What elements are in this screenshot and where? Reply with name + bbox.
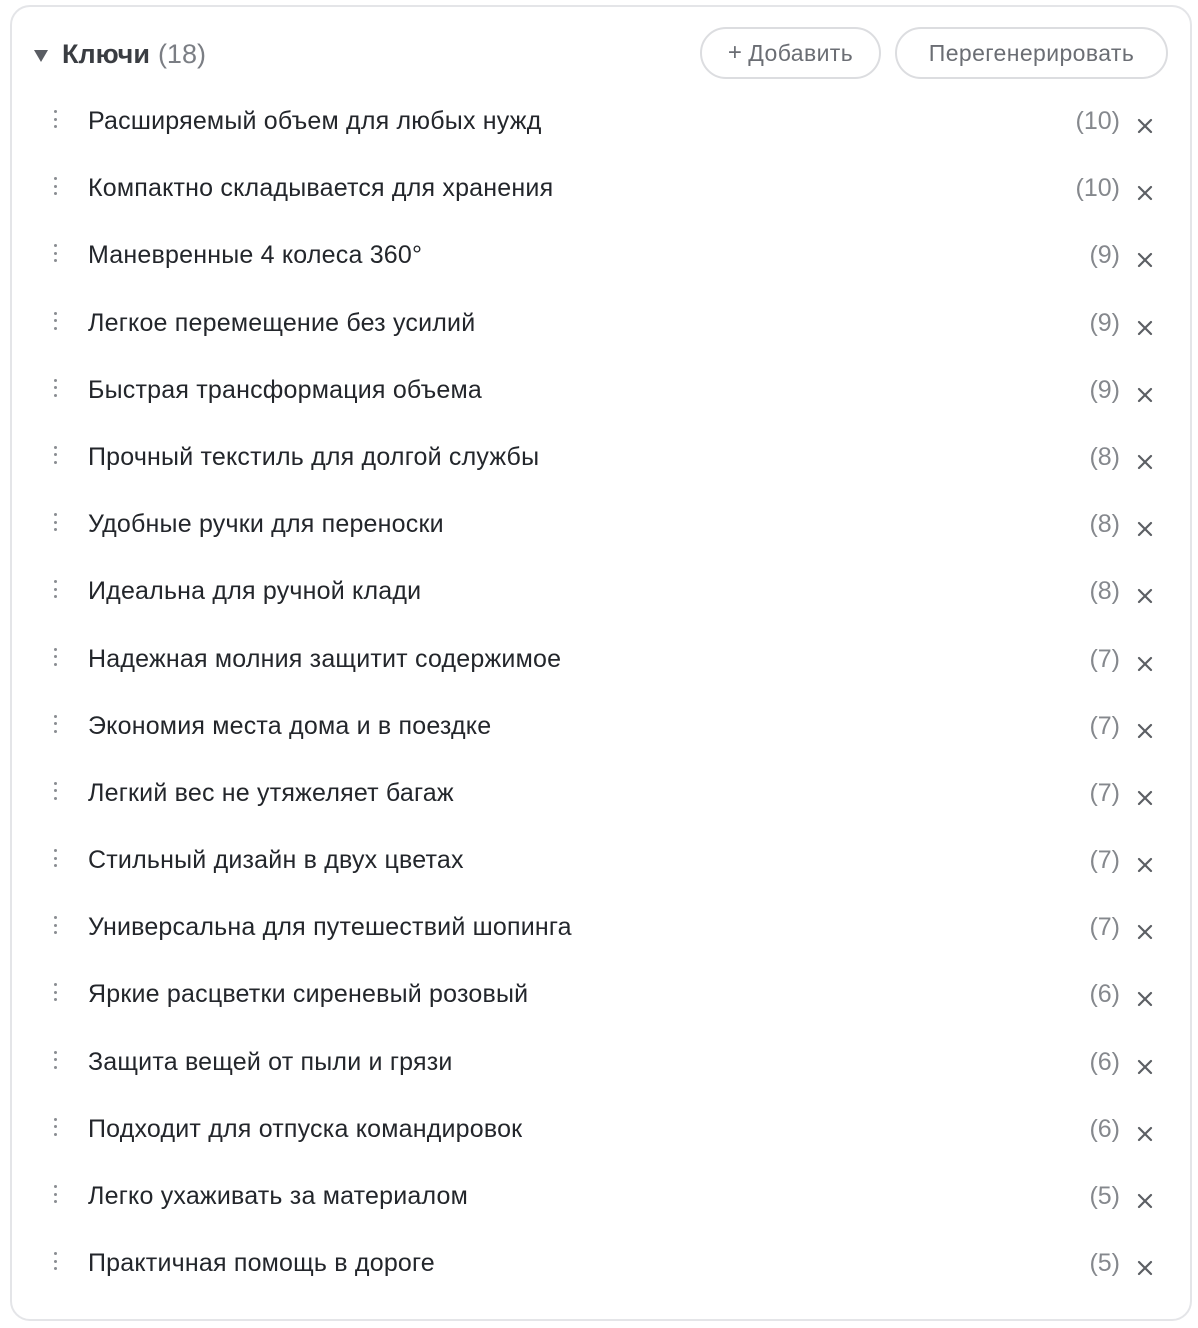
key-row <box>12 90 1190 157</box>
key-score: (6) <box>1089 980 1120 1009</box>
key-row <box>12 224 1190 291</box>
key-label: Легко ухаживать за материалом <box>88 1182 469 1210</box>
close-icon[interactable] <box>1134 518 1156 540</box>
regenerate-button[interactable] <box>895 27 1168 79</box>
close-icon[interactable] <box>1134 1056 1156 1078</box>
drag-handle-icon[interactable] <box>54 1185 58 1203</box>
key-row <box>12 292 1190 359</box>
key-row <box>12 359 1190 426</box>
key-score: (10) <box>1075 174 1120 203</box>
key-score: (7) <box>1089 778 1120 807</box>
drag-handle-icon[interactable] <box>54 715 58 733</box>
key-score: (5) <box>1089 1182 1120 1210</box>
close-icon[interactable] <box>1134 451 1156 473</box>
key-label: Компактно складывается для хранения <box>88 174 554 203</box>
key-label: Надежная молния защитит содержимое <box>88 644 562 673</box>
close-icon[interactable] <box>1134 921 1156 943</box>
key-row <box>12 762 1190 829</box>
key-label: Стильный дизайн в двух цветах <box>88 846 464 875</box>
key-row <box>12 1098 1190 1165</box>
drag-handle-icon[interactable] <box>54 782 58 800</box>
key-label: Маневренные 4 колеса 360° <box>88 241 423 270</box>
drag-handle-icon[interactable] <box>54 849 58 867</box>
close-icon[interactable] <box>1134 115 1156 137</box>
key-label: Экономия места дома и в поездке <box>88 711 492 740</box>
drag-handle-icon[interactable] <box>54 1051 58 1069</box>
key-score: (8) <box>1089 510 1120 539</box>
key-score: (7) <box>1089 846 1120 875</box>
key-row <box>12 628 1190 695</box>
close-icon[interactable] <box>1134 1123 1156 1145</box>
key-label: Защита вещей от пыли и грязи <box>88 1047 453 1076</box>
key-row <box>12 829 1190 896</box>
key-list <box>12 90 1190 1299</box>
drag-handle-icon[interactable] <box>54 648 58 666</box>
key-label: Расширяемый объем для любых нужд <box>88 107 542 135</box>
key-row <box>12 963 1190 1030</box>
section-count: (18) <box>157 39 206 69</box>
key-score: (5) <box>1089 1249 1120 1278</box>
drag-handle-icon[interactable] <box>54 580 58 598</box>
drag-handle-icon[interactable] <box>54 916 58 934</box>
close-icon[interactable] <box>1134 317 1156 339</box>
key-label: Яркие расцветки сиреневый розовый <box>88 980 529 1009</box>
regenerate-label: Перегенерировать <box>928 39 1135 66</box>
key-label: Идеальна для ручной клади <box>88 577 422 606</box>
close-icon[interactable] <box>1134 1257 1156 1279</box>
add-key-button[interactable] <box>700 27 881 79</box>
drag-handle-icon[interactable] <box>54 1118 58 1136</box>
key-row <box>12 1031 1190 1098</box>
key-row <box>12 560 1190 627</box>
key-row <box>12 1232 1190 1299</box>
keys-header <box>12 25 1190 81</box>
drag-handle-icon[interactable] <box>54 244 58 262</box>
drag-handle-icon[interactable] <box>54 312 58 330</box>
close-icon[interactable] <box>1134 988 1156 1010</box>
add-key-label: Добавить <box>748 39 854 66</box>
key-score: (8) <box>1089 442 1120 471</box>
close-icon[interactable] <box>1134 653 1156 675</box>
drag-handle-icon[interactable] <box>54 1252 58 1270</box>
key-score: (7) <box>1089 913 1120 942</box>
key-label: Подходит для отпуска командировок <box>88 1114 523 1143</box>
close-icon[interactable] <box>1134 585 1156 607</box>
key-row <box>12 493 1190 560</box>
key-score: (10) <box>1075 107 1120 135</box>
drag-handle-icon[interactable] <box>54 983 58 1001</box>
key-row <box>12 426 1190 493</box>
key-row <box>12 157 1190 224</box>
close-icon[interactable] <box>1134 787 1156 809</box>
drag-handle-icon[interactable] <box>54 177 58 195</box>
drag-handle-icon[interactable] <box>54 513 58 531</box>
close-icon[interactable] <box>1134 384 1156 406</box>
key-score: (9) <box>1089 375 1120 404</box>
caret-down-icon <box>34 50 48 62</box>
key-score: (7) <box>1089 711 1120 740</box>
close-icon[interactable] <box>1134 1190 1156 1212</box>
key-score: (7) <box>1089 644 1120 673</box>
key-score: (8) <box>1089 577 1120 606</box>
key-score: (6) <box>1089 1114 1120 1143</box>
key-label: Практичная помощь в дороге <box>88 1249 435 1278</box>
plus-icon: + <box>727 39 743 66</box>
key-label: Легкое перемещение без усилий <box>88 308 476 337</box>
key-label: Удобные ручки для переноски <box>88 510 444 539</box>
key-label: Легкий вес не утяжеляет багаж <box>88 778 454 807</box>
drag-handle-icon[interactable] <box>54 110 58 128</box>
drag-handle-icon[interactable] <box>54 379 58 397</box>
close-icon[interactable] <box>1134 249 1156 271</box>
section-title: Ключи <box>62 39 150 69</box>
close-icon[interactable] <box>1134 854 1156 876</box>
close-icon[interactable] <box>1134 720 1156 742</box>
key-label: Прочный текстиль для долгой службы <box>88 442 540 471</box>
key-row <box>12 1165 1190 1232</box>
key-label: Универсальна для путешествий шопинга <box>88 913 572 942</box>
key-row <box>12 695 1190 762</box>
key-score: (9) <box>1089 241 1120 270</box>
key-label: Быстрая трансформация объема <box>88 375 483 404</box>
drag-handle-icon[interactable] <box>54 446 58 464</box>
close-icon[interactable] <box>1134 182 1156 204</box>
key-score: (6) <box>1089 1047 1120 1076</box>
key-score: (9) <box>1089 308 1120 337</box>
key-row <box>12 896 1190 963</box>
keys-panel <box>10 5 1192 1321</box>
keys-section-toggle[interactable] <box>34 39 206 70</box>
